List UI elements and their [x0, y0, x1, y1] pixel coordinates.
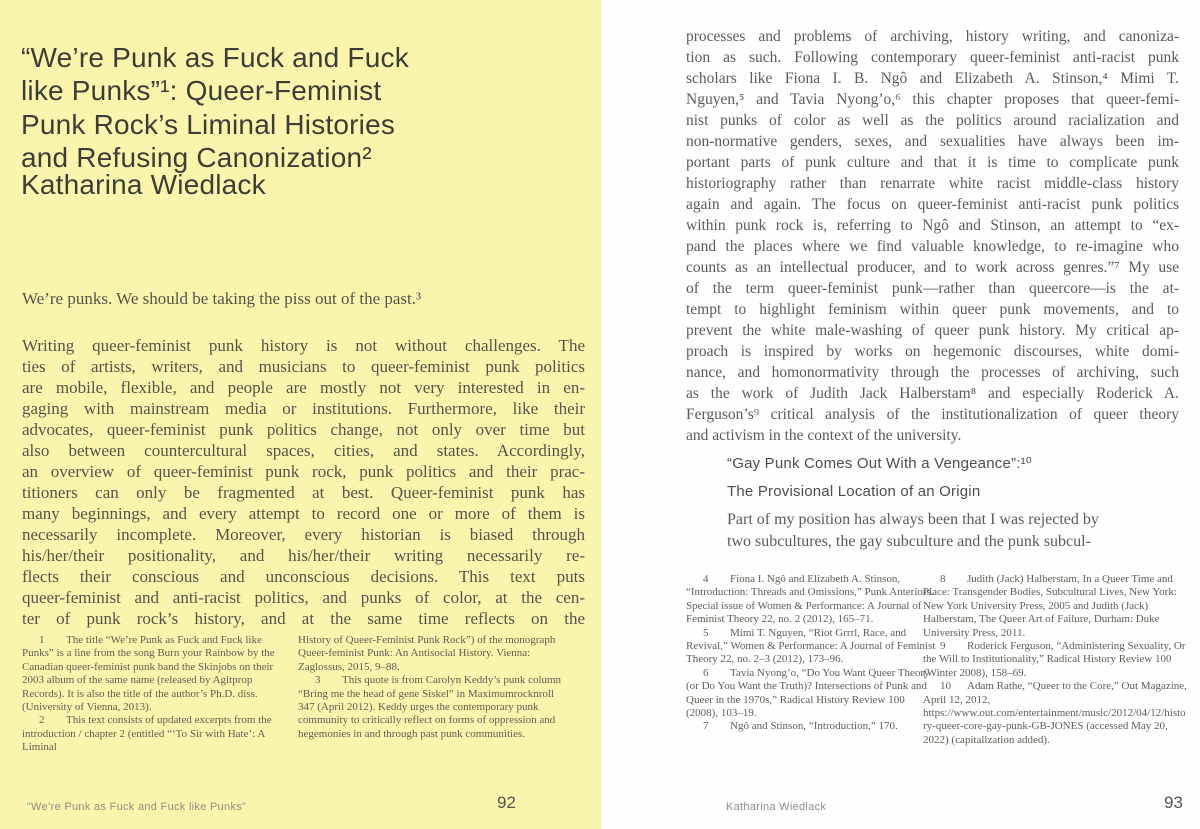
body-line: many beginnings, and every attempt to record one or more of them is [22, 504, 585, 523]
left-body-text [22, 335, 585, 629]
body-line: tion as such. Following contemporary queer-feminist anti-racist punk [686, 49, 1179, 66]
body-line: within punk rock is, referring to Ngô and Stinson, an attempt to “ex- [686, 217, 1179, 234]
footnote-number: 5 [703, 626, 709, 639]
body-line: also between countercultural spaces, cities, and states. Accordingly, [22, 441, 585, 460]
chapter-title-line: “We’re Punk as Fuck and Fuck [21, 41, 409, 73]
footnote-text: Judith (Jack) Halberstam, In a Queer Time and Place: Transgender Bodies, Subcultural Lives, New York: New York University Press, 2005 and Judith (Jack) Halberstam, The Queer Art of Failure, Durham: Duke University Press, 2011. [923, 573, 1177, 639]
chapter-author: Katharina Wiedlack [21, 169, 266, 200]
footnote-text: The title “We’re Punk as Fuck and Fuck like Punks” is a line from the song Burn your Rainbow by the Canadian queer-feminist punk band the Skinjobs on their 2003 album of the same name (released by Agitprop Records). It is also the title of the author’s Ph.D. diss. (University of Vienna, 2013). [22, 634, 275, 714]
body-line: titioners can only be fragmented at best. Queer-feminist punk has [22, 483, 585, 502]
quote-line: Part of my position has always been that I was rejected by [727, 511, 1099, 528]
body-line: gaging with mainstream media or institutions. Furthermore, like their [22, 399, 585, 418]
footnote-number: 7 [703, 720, 709, 733]
footnote [22, 714, 281, 754]
left-footnotes-column-1 [22, 634, 281, 755]
section-heading-line: “Gay Punk Comes Out With a Vengeance”:¹⁰ [727, 455, 1032, 472]
footnote-number: 3 [315, 674, 321, 687]
epigraph: We’re punks. We should be taking the piss out of the past.³ [22, 289, 422, 308]
right-footnotes-column-2 [923, 573, 1189, 747]
body-line: proach is inspired by works on hegemonic discourses, white domi- [686, 343, 1179, 360]
footnote-text: Tavia Nyong’o, “Do You Want Queer Theory (or Do You Want the Truth)? Intersections of Punk and Queer in the 1970s,” Radical History Review 100 (2008), 103–19. [686, 666, 930, 720]
body-line: necessarily incomplete. Moreover, every historian is biased through [22, 525, 585, 544]
footnote-text: Fiona I. Ngô and Elizabeth A. Stinson, “Introduction: Threads and Omissions,” Punk Anteriors. Special issue of Women & Performance: A Journal of Feminist Theory 22, no. 2 (2012), 165–71. [686, 573, 934, 626]
footnote-text: This quote is from Carolyn Keddy’s punk column “Bring me the head of gene Siskel” in Maximumrocknroll 347 (April 2012). Keddy urges the contemporary punk community to critically reflect on forms of oppression and hegemonies in and through past punk communities. [298, 674, 562, 740]
right-running-head: Katharina Wiedlack [726, 801, 827, 813]
footnote-number: 10 [940, 680, 951, 693]
footnote [298, 634, 563, 674]
body-line: advocates, queer-feminist punk politics change, not only over time but [22, 420, 585, 439]
footnote-number: 1 [39, 634, 45, 646]
chapter-title-line: and Refusing Canonization² [21, 142, 372, 174]
left-running-head: “We’re Punk as Fuck and Fuck like Punks” [27, 801, 247, 813]
footnote-text: History of Queer-Feminist Punk Rock”) of the monograph Queer-feminist Punk: An Antisocial History. Vienna: Zaglossus, 2015, 9–88. [298, 634, 556, 673]
body-line: nist punks of color as well as the politics around racialization and [686, 112, 1179, 129]
block-quote [727, 509, 1175, 553]
footnote-number: 6 [703, 666, 709, 679]
body-line: non-normative genders, sexes, and sexualities have always been im- [686, 133, 1179, 150]
footnote-text: This text consists of updated excerpts from the introduction / chapter 2 (entitled “‘To Sir with Hate’: A Liminal [22, 714, 272, 754]
footnote [923, 640, 1189, 680]
body-line: counts as an intellectual producer, and to work across genres.”⁷ My use [686, 259, 1179, 276]
footnote-number: 9 [940, 640, 946, 653]
footnote-text: Roderick Ferguson, “Administering Sexuality, Or the Will to Institutionality,” Radical History Review 100 (Winter 2008), 158–69. [923, 640, 1186, 679]
body-line: ties of artists, writers, and musicians to queer-feminist punk politics [22, 357, 585, 376]
footnote [298, 674, 563, 741]
body-line: an overview of queer-feminist punk rock, punk politics and their prac- [22, 462, 585, 481]
chapter-title-line: Punk Rock’s Liminal Histories [21, 108, 396, 140]
footnote [686, 720, 937, 733]
footnote-text: Ngô and Stinson, “Introduction,” 170. [730, 720, 898, 733]
body-line: ter of punk rock’s history, and at the same time reflects on the [22, 609, 585, 628]
footnote-number: 2 [39, 714, 45, 727]
footnote-text: Adam Rathe, “Queer to the Core,” Out Magazine, April 12, 2012, https://www.out.com/entertainment/music/2012/04/12/history-queer-core-gay-punk-GB-JONES (accessed May 20, 2022) (capitalization added). [923, 680, 1187, 746]
body-line: processes and problems of archiving, history writing, and canoniza- [686, 28, 1179, 45]
right-body-text [686, 26, 1179, 446]
body-line: flects their conscious and unconscious decisions. This text puts [22, 567, 585, 586]
right-footnotes-column-1 [686, 573, 937, 734]
body-line: pand the places where we find valuable knowledge, to re-imagine who [686, 238, 1179, 255]
body-line: historiography rather than renarrate white racist middle-class history [686, 175, 1179, 192]
body-line: of the term queer-feminist punk—rather than queercore—is the at- [686, 280, 1179, 297]
section-heading [727, 450, 1167, 506]
chapter-title-line: like Punks”¹: Queer-Feminist [21, 75, 382, 107]
body-line: queer-feminist and anti-racist politics, and punks of color, at the cen- [22, 588, 585, 607]
left-footnotes-column-2 [298, 634, 563, 741]
chapter-title [21, 41, 521, 175]
footnote [923, 573, 1189, 640]
body-line: Nguyen,⁵ and Tavia Nyong’o,⁶ this chapter proposes that queer-femi- [686, 91, 1179, 108]
body-line: Writing queer-feminist punk history is not without challenges. The [22, 336, 585, 355]
footnote-text: Mimi T. Nguyen, “Riot Grrrl, Race, and Revival,” Women & Performance: A Journal of Feminist Theory 22, no. 2–3 (2012), 173–96. [686, 626, 936, 666]
body-line: again and again. The focus on queer-feminist anti-racist punk politics [686, 196, 1179, 213]
body-line: his/her/their positionality, and his/her/their writing necessarily re- [22, 546, 585, 565]
body-line: are mobile, flexible, and people are mostly not very interested in en- [22, 378, 585, 397]
right-page [601, 0, 1200, 829]
right-body-justified-lines [686, 26, 1179, 425]
footnote-number: 8 [940, 573, 946, 585]
right-page-number: 93 [1164, 793, 1183, 812]
quote-line: two subcultures, the gay subculture and the punk subcul- [727, 533, 1091, 550]
body-line: Ferguson’s⁹ critical analysis of the institutionalization of queer theory [686, 406, 1179, 423]
body-line: tempt to highlight feminism within queer punk movements, and to [686, 301, 1179, 318]
footnote [686, 627, 937, 667]
body-line: nance, and homonormativity through the processes of archiving, such [686, 364, 1179, 381]
body-last-line: and activism in the context of the university. [686, 427, 962, 444]
footnote-number: 4 [703, 573, 709, 585]
left-page-number: 92 [497, 793, 516, 812]
footnote [686, 667, 937, 721]
body-line: portant parts of punk culture and that it is time to complicate punk [686, 154, 1179, 171]
footnote [686, 573, 937, 627]
body-line: scholars like Fiona I. B. Ngô and Elizabeth A. Stinson,⁴ Mimi T. [686, 70, 1179, 87]
body-line: prevent the white male-washing of queer punk history. My critical ap- [686, 322, 1179, 339]
footnote [923, 680, 1189, 747]
section-heading-line: The Provisional Location of an Origin [727, 483, 981, 500]
body-line: as the work of Judith Jack Halberstam⁸ and especially Roderick A. [686, 385, 1179, 402]
footnote [22, 634, 281, 714]
